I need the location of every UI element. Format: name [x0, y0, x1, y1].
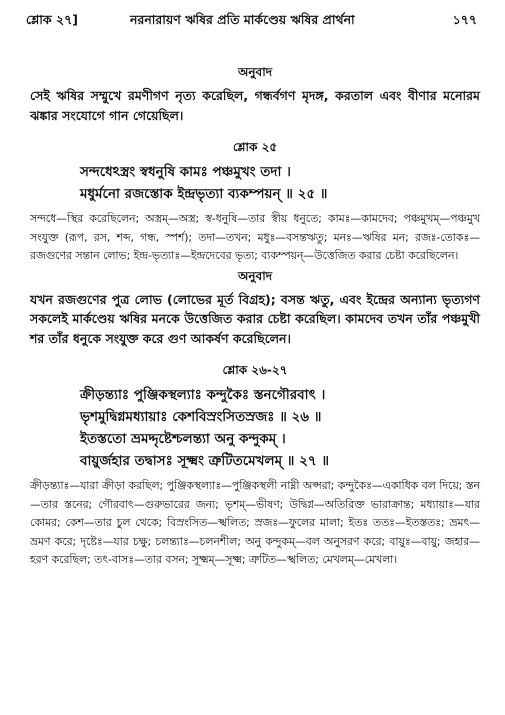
shloka-heading: শ্লোক ২৬-২৭ — [222, 363, 288, 377]
word-for-word: সন্দধে—স্থির করেছিলেন; অস্ত্রম্—অস্ত্র; স্ব-ধনুষি—তার স্বীয় ধনুতে; কামঃ—কামদেব; পঞ্চমুখম্—পঞ্চমুখ সংযুক্ত (রূপ, রস, শব্দ, গন্ধ, স্পর্শ); তদা—তখন; মধুঃ—বসন্তঋতু; মনঃ—ঋষির মন; রজঃ-তোকঃ—রজগুণের সন্তান লোভ; ইন্দ্র-ভৃত্যাঃ—ইন্দ্রদেবের ভৃত্য; ব্যকম্পয়ন্—উত্তেজিত করার চেষ্টা করেছিলেন। — [30, 212, 480, 262]
header-title: নরনারায়ণ ঋষির প্রতি মার্কণ্ডেয় ঋষির প্রার্থনা — [130, 12, 355, 27]
header-verse-ref: শ্লোক ২৭] — [26, 12, 78, 27]
verse-block — [30, 384, 480, 472]
header-page-number: ১৭৭ — [452, 12, 477, 27]
translation-text: সেই ঋষির সম্মুখে রমণীগণ নৃত্য করেছিল, গন্ধর্বগণ মৃদঙ্গ, করতাল এবং বীণার মনোরম ঝঙ্কার সংযোগে গান গেয়েছিল। — [30, 88, 480, 123]
verse-line: সন্দধেঽস্ত্রং স্বধনুষি কামঃ পঞ্চমুখং তদা । — [80, 164, 291, 180]
page-content — [30, 62, 480, 570]
word-for-word: ক্রীড়ন্ত্যাঃ—যারা ক্রীড়া করছিল; পুঞ্জিকস্থল্যাঃ—পুঞ্জিকস্থলী নাম্নী অপ্সরা; কন্দুকৈঃ—একাধিক বল দিয়ে; স্তন—তার স্তনের; গৌরবাৎ—গুরুভারের জন্য; ভৃশম্—ভীষণ; উদ্বিগ্ন—অতিরিক্ত ভারাক্রান্ত; মধ্যায়াঃ—যার কোমর; কেশ—তার চুল থেকে; বিস্রংসিত—স্খলিত; স্রজঃ—ফুলের মালা; ইতঃ ততঃ—ইতস্ততঃ; ভ্রমৎ—ভ্রমণ করে; দৃষ্টেঃ—যার চক্ষু; চলন্ত্যাঃ—চলনশীল; অনু কন্দুকম্—বল অনুসরণ করে; বায়ুঃ—বায়ু; জহার—হরণ করেছিল; তৎ-বাসঃ—তার বসন; সূক্ষ্মম্—সূক্ষ্ম; ত্রুটিত—স্খলিত; মেখলম্—মেখলা। — [30, 479, 480, 566]
verse-line: ভৃশমুদ্বিগ্নমধ্যায়াঃ কেশবিস্রংসিতস্রজঃ ॥ ২৬ ॥ — [80, 409, 322, 425]
translation-heading: অনুবাদ — [237, 65, 273, 79]
verse-line: ক্রীড়ন্ত্যাঃ পুঞ্জিকস্থল্যাঃ কন্দুকৈঃ স্তনগৌরবাৎ । — [80, 387, 326, 403]
translation-text: যখন রজগুণের পুত্র লোভ (লোভের মূর্ত বিগ্রহ); বসন্ত ঋতু, এবং ইন্দ্রের অন্যান্য ভৃত্যগণ সকলেই মার্কণ্ডেয় ঋষির মনকে উত্তেজিত করার চেষ্টা করেছিল। কামদেব তখন তাঁর পঞ্চমুখী শর তাঁর ধনুকে সংযুক্ত করে গুণ আকর্ষণ করেছিলেন। — [30, 291, 480, 346]
verse-line: মধুর্মনো রজস্তোক ইন্দ্রভৃত্যা ব্যকম্পয়ন্ ॥ ২৫ ॥ — [80, 186, 328, 202]
page-header — [26, 12, 477, 32]
verse-block — [30, 161, 480, 205]
shloka-heading: শ্লোক ২৫ — [232, 140, 278, 154]
verse-line: ইতস্ততো ভ্রমদ্দৃষ্টেশ্চলন্ত্যা অনু কন্দুকম্ । — [80, 431, 286, 447]
translation-heading: অনুবাদ — [237, 268, 273, 283]
verse-line: বায়ুর্জহার তদ্বাসঃ সূক্ষ্মং ত্রুটিতমেখলম্ ॥ ২৭ ॥ — [80, 453, 329, 469]
